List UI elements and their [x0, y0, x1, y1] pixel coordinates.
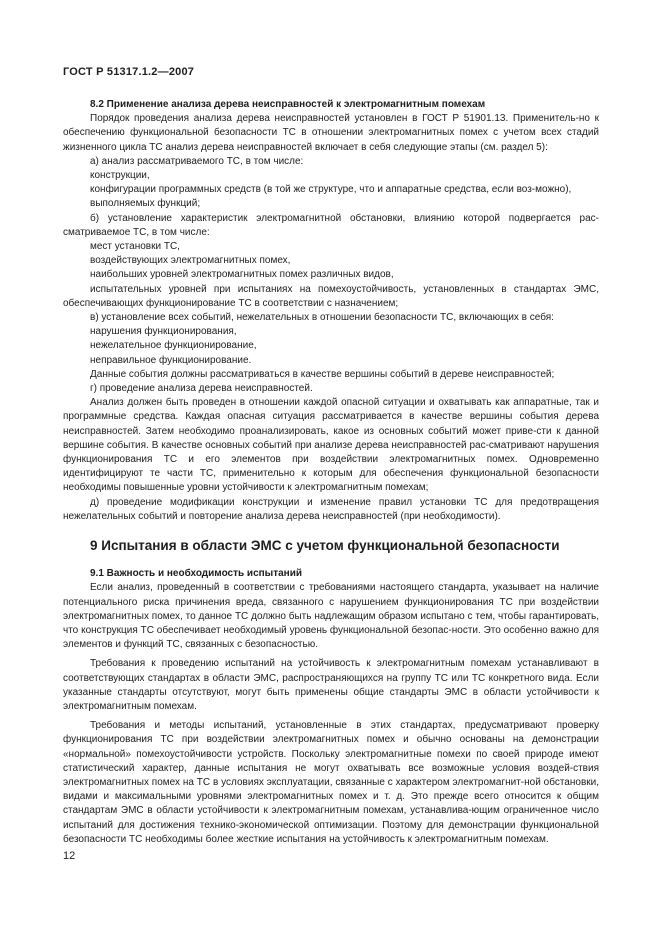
paragraph: Анализ должен быть проведен в отношении каждой опасной ситуации и охватывать как аппаратные, так и программные средства. Каждая опасная ситуация рассматривается в качестве вершины события дерева неисправностей. Затем необходимо проанализировать, какое из основных событий может приве-сти к данной вершине события. В качестве основных событий при анализе дерева неисправностей рас-сматривают нарушения функционирования ТС и его элементов при воздействии электромагнитных помех. Одновременно идентифицируют те части ТС, применительно к которым для обеспечения функциональной безопасности необходимы повышенные уровни устойчивости к электромагнитным помехам; [63, 397, 599, 494]
paragraph: Данные события должны рассматриваться в качестве вершины событий в дереве неисправностей; [90, 368, 555, 380]
section-8-2-heading: 8.2 Применение анализа дерева неисправностей к электромагнитным помехам [90, 99, 486, 110]
paragraph: Если анализ, проведенный в соответствии с требованиями настоящего стандарта, указывает на наличие потенциального риска причинения вреда, связанного с нарушением функционирования ТС при воздействии электромагнитных помех, то данное ТС должно быть надлежащим образом испытано с тем, чтобы гарантировать, что конструкция ТС обеспечивает необходимый уровень функциональной безопас-ности. Это особенно важно для элементов и функций ТС, связанных с безопасностью. [63, 582, 599, 651]
list-item: конструкции, [90, 170, 150, 182]
standard-header: ГОСТ Р 51317.1.2—2007 [63, 66, 195, 78]
list-item: воздействующих электромагнитных помех, [90, 255, 291, 267]
list-item: выполняемых функций; [90, 198, 201, 210]
list-item: конфигурации программных средств (в той же структуре, что и аппаратные средства, если воз-можно), [90, 184, 572, 196]
paragraph: Требования к проведению испытаний на устойчивость к электромагнитным помехам устанавливают в соответствующих стандартах в области ЭМС, распространяющихся на группу ТС или ТС конкретного вида. Если указанные стандарты отсутствуют, могут быть применены общие стандарты ЭМС в области устойчивости к электромагнитным помехам. [63, 658, 599, 712]
list-item: а) анализ рассматриваемого ТС, в том числе: [90, 155, 304, 167]
list-item: наибольших уровней электромагнитных помех различных видов, [90, 269, 394, 281]
paragraph: Порядок проведения анализа дерева неисправностей установлен в ГОСТ Р 51901.13. Применитель-но к обеспечению функциональной безопасности ТС в отношении электромагнитных помех с учетом всех стадий жизненного цикла ТС анализ дерева неисправностей включает в себя следующие этапы (см. раздел 5): [63, 113, 599, 153]
list-item: в) установление всех событий, нежелательных в отношении безопасности ТС, включающих в себя: [90, 312, 554, 324]
list-item: нарушения функционирования, [90, 326, 237, 338]
section-9-title: 9 Испытания в области ЭМС с учетом функциональной безопасности [90, 538, 560, 554]
list-item: нежелательное функционирование, [90, 340, 257, 352]
list-item: испытательных уровней при испытаниях на помехоустойчивость, установленных в стандартах ЭМС, обеспечивающих функционирование ТС в соответствии с назначением; [63, 283, 599, 309]
section-9-1-heading: 9.1 Важность и необходимость испытаний [90, 568, 303, 580]
list-item: неправильное функционирование. [90, 354, 252, 366]
page-number: 12 [63, 850, 76, 862]
list-item: мест установки ТС, [90, 241, 180, 253]
page-content [63, 98, 599, 847]
list-item: д) проведение модификации конструкции и изменение правил установки ТС для предотвращения нежелательных событий и повторение анализа дерева неисправностей (при необходимости). [63, 496, 599, 522]
list-item: г) проведение анализа дерева неисправностей. [90, 383, 313, 395]
paragraph: Требования и методы испытаний, установленные в этих стандартах, предусматривают проверку функционирования ТС при воздействии электромагнитных помех и обычно основаны на демонстрации «нормальной» помехоустойчивости устройств. Поскольку электромагнитные помехи по своей природе имеют статистический характер, данные испытания не могут охватывать все возможные условия воздей-ствия электромагнитных помех на ТС в условиях эксплуатации, связанные с характером электромагнит-ной обстановки, видами и максимальными уровнями электромагнитных помех и т. д. Это прежде всего относится к общим стандартам ЭМС в области устойчивости к электромагнитным помехам, устанавлива-ющим ограниченное число испытаний для достижения технико-экономической оптимизации. Поэтому для демонстрации функциональной безопасности ТС необходимы более жесткие испытания на устойчивость к электромагнитным помехам. [63, 720, 599, 845]
list-item: б) установление характеристик электромагнитной обстановки, влиянию которой подвергается рас-сматриваемое ТС, в том числе: [63, 212, 599, 238]
